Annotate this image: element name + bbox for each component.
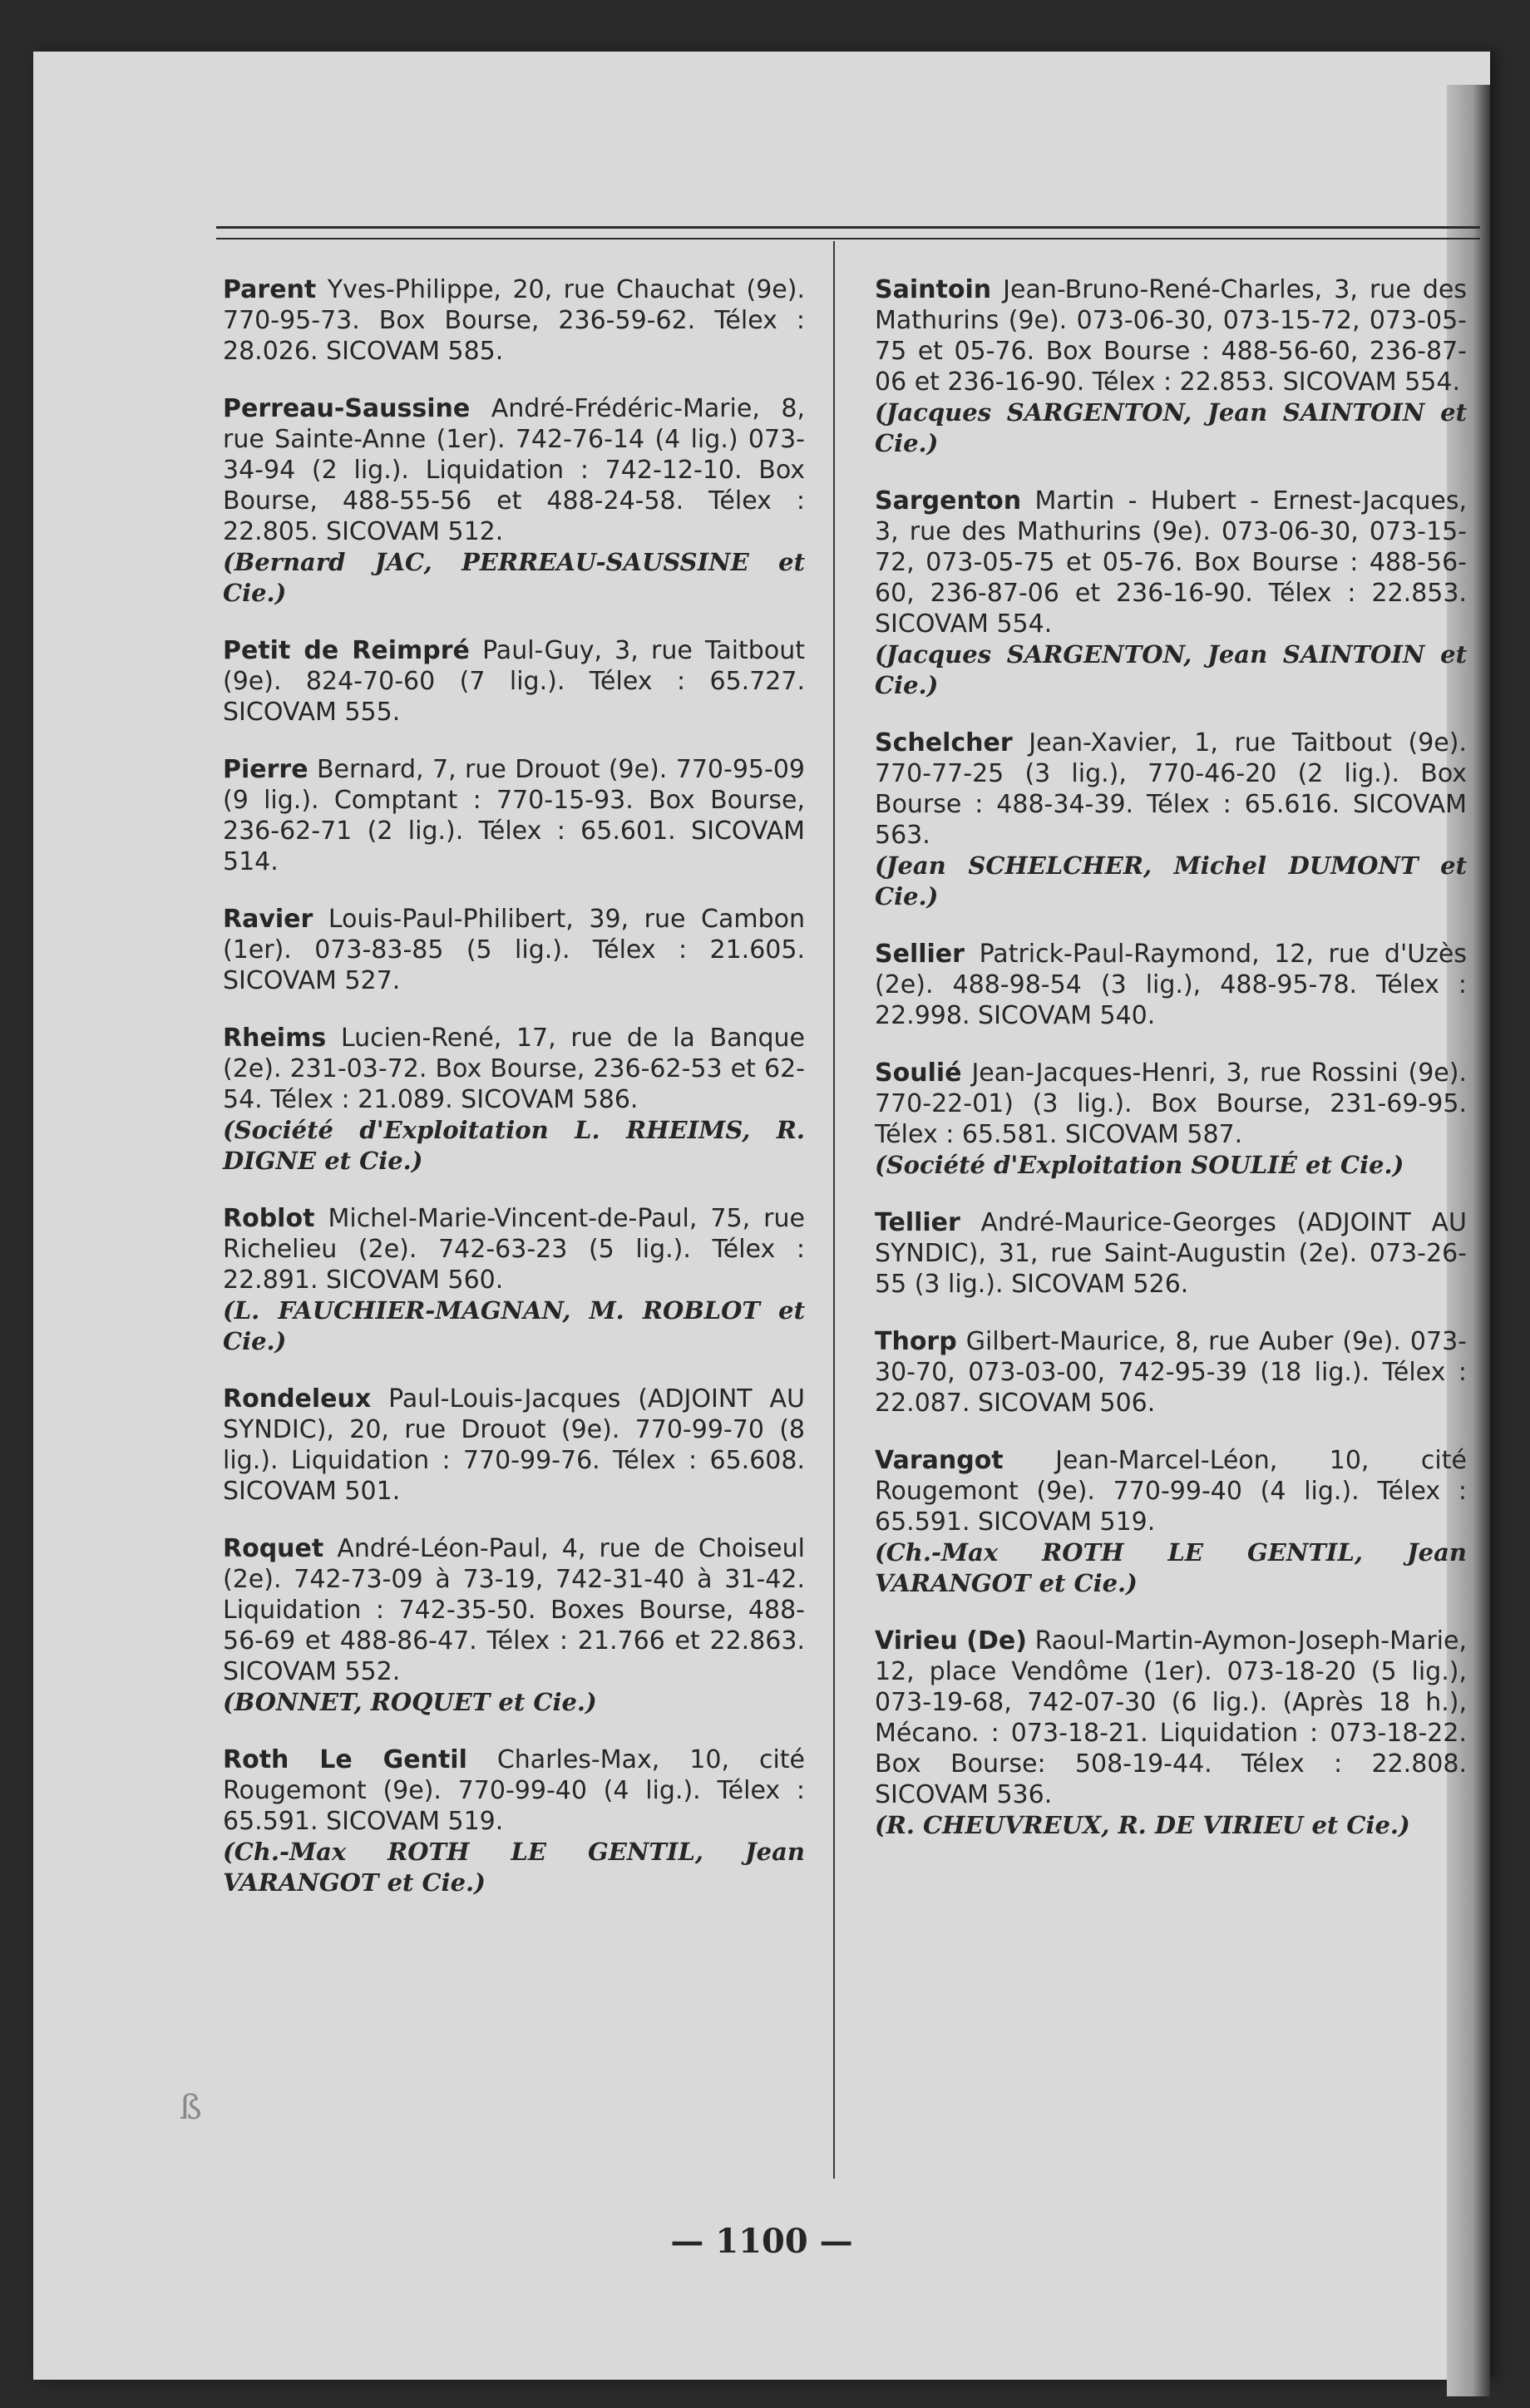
entry-name: Perreau-Saussine [223,394,471,423]
entry-name: Roquet [223,1534,324,1563]
entry-firm: (Jacques SARGENTON, Jean SAINTOIN et Cie.) [875,640,1467,699]
left-column [223,274,805,1925]
entry-name: Sellier [875,940,965,969]
entry-firm: (Jacques SARGENTON, Jean SAINTOIN et Cie.) [875,398,1467,457]
entry-firm: (BONNET, ROQUET et Cie.) [223,1688,597,1716]
entry-details: Paul-Guy, 3, rue Taitbout (9e). 824-70-60 (7 lig.). Télex : 65.727. SICOVAM 555. [223,636,805,727]
entry-firm: (L. FAUCHIER-MAGNAN, M. ROBLOT et Cie.) [223,1296,805,1355]
directory-entry [875,1207,1467,1300]
entry-name: Saintoin [875,275,992,304]
entry-firm: (Société d'Exploitation SOULIÉ et Cie.) [875,1151,1404,1179]
entry-firm: (Jean SCHELCHER, Michel DUMONT et Cie.) [875,851,1467,910]
entry-details: André-Maurice-Georges (ADJOINT AU SYNDIC), 31, rue Saint-Augustin (2e). 073-26-55 (3 lig.). SICOVAM 526. [875,1208,1467,1299]
directory-entry [875,1626,1467,1841]
entry-name: Sargenton [875,486,1022,516]
directory-entry [875,1326,1467,1419]
entry-firm: (R. CHEUVREUX, R. DE VIRIEU et Cie.) [875,1811,1410,1839]
directory-entry [223,635,805,728]
entry-name: Virieu (De) [875,1626,1027,1656]
entry-name: Ravier [223,905,313,934]
entry-name: Rheims [223,1024,327,1053]
entry-details: Jean-Marcel-Léon, 10, cité Rougemont (9e). 770-99-40 (4 lig.). Télex : 65.591. SICOVAM 519. [875,1446,1467,1537]
directory-entry [223,1203,805,1357]
entry-details: Paul-Louis-Jacques (ADJOINT AU SYNDIC), 20, rue Drouot (9e). 770-99-70 (8 lig.). Liquidation : 770-99-76. Télex : 65.608. SICOVAM 501. [223,1384,805,1506]
directory-entry [875,1445,1467,1599]
entry-name: Pierre [223,755,308,784]
directory-entry [875,728,1467,912]
entry-name: Roblot [223,1204,315,1233]
entry-details: Martin - Hubert - Ernest-Jacques, 3, rue des Mathurins (9e). 073-06-30, 073-15-72, 073-05-75 et 05-76. Box Bourse : 488-56-60, 236-87-06 et 236-16-90. Télex : 22.853. SICOVAM 554. [875,486,1467,639]
directory-entry [223,274,805,367]
right-column [875,274,1467,1868]
directory-entry [875,486,1467,701]
entry-details: Louis-Paul-Philibert, 39, rue Cambon (1er). 073-83-85 (5 lig.). Télex : 21.605. SICOVAM 527. [223,905,805,995]
entry-name: Petit de Reimpré [223,636,470,665]
entry-firm: (Ch.-Max ROTH LE GENTIL, Jean VARANGOT et Cie.) [223,1838,805,1897]
entry-name: Thorp [875,1327,957,1356]
directory-entry [223,754,805,877]
entry-name: Roth Le Gentil [223,1745,467,1774]
entry-details: Jean-Jacques-Henri, 3, rue Rossini (9e). 770-22-01) (3 lig.). Box Bourse, 231-69-95. Télex : 65.581. SICOVAM 587. [875,1058,1467,1149]
page-number: — 1100 — [670,2222,853,2261]
directory-entry [223,904,805,996]
entry-details: Bernard, 7, rue Drouot (9e). 770-95-09 (9 lig.). Comptant : 770-15-93. Box Bourse, 236-62-71 (2 lig.). Télex : 65.601. SICOVAM 514. [223,755,805,876]
margin-pencil-mark: ß [180,2089,202,2127]
entry-details: Lucien-René, 17, rue de la Banque (2e). 231-03-72. Box Bourse, 236-62-53 et 62-54. Télex : 21.089. SICOVAM 586. [223,1024,805,1114]
entry-firm: (Société d'Exploitation L. RHEIMS, R. DIGNE et Cie.) [223,1116,805,1175]
entry-name: Parent [223,275,317,304]
directory-entry [875,274,1467,459]
entry-name: Schelcher [875,728,1013,757]
directory-entry [875,939,1467,1031]
directory-entry [223,1744,805,1898]
entry-details: Patrick-Paul-Raymond, 12, rue d'Uzès (2e). 488-98-54 (3 lig.), 488-95-78. Télex : 22.998. SICOVAM 540. [875,940,1467,1030]
entry-details: Gilbert-Maurice, 8, rue Auber (9e). 073-30-70, 073-03-00, 742-95-39 (18 lig.). Télex : 22.087. SICOVAM 506. [875,1327,1467,1418]
entry-name: Varangot [875,1446,1004,1475]
directory-entry [875,1058,1467,1181]
directory-page [33,52,1490,2380]
directory-entry [223,1023,805,1177]
entry-name: Soulié [875,1058,962,1088]
entry-details: Jean-Xavier, 1, rue Taitbout (9e). 770-77-25 (3 lig.), 770-46-20 (2 lig.). Box Bourse : 488-34-39. Télex : 65.616. SICOVAM 563. [875,728,1467,850]
header-rule [216,226,1480,229]
directory-entry [223,1384,805,1507]
header-rule-secondary [216,238,1480,239]
entry-details: Raoul-Martin-Aymon-Joseph-Marie, 12, place Vendôme (1er). 073-18-20 (5 lig.), 073-19-68, 742-07-30 (6 lig.). (Après 18 h.), Mécano. : 073-18-21. Liquidation : 073-18-22. Box Bourse: 508-19-44. Télex : 22.808. SICOVAM 536. [875,1626,1467,1809]
entry-firm: (Ch.-Max ROTH LE GENTIL, Jean VARANGOT et Cie.) [875,1538,1467,1597]
entry-details: Charles-Max, 10, cité Rougemont (9e). 770-99-40 (4 lig.). Télex : 65.591. SICOVAM 519. [223,1745,805,1836]
directory-entry [223,1533,805,1718]
entry-details: Jean-Bruno-René-Charles, 3, rue des Mathurins (9e). 073-06-30, 073-15-72, 073-05-75 et 05-76. Box Bourse : 488-56-60, 236-87-06 et 236-16-90. Télex : 22.853. SICOVAM 554. [875,275,1467,397]
column-divider [833,241,835,2179]
entry-details: André-Léon-Paul, 4, rue de Choiseul (2e). 742-73-09 à 73-19, 742-31-40 à 31-42. Liquidation : 742-35-50. Boxes Bourse, 488-56-69 et 488-86-47. Télex : 21.766 et 22.863. SICOVAM 552. [223,1534,805,1686]
entry-firm: (Bernard JAC, PERREAU-SAUSSINE et Cie.) [223,548,805,607]
entry-name: Rondeleux [223,1384,372,1414]
entry-details: André-Frédéric-Marie, 8, rue Sainte-Anne (1er). 742-76-14 (4 lig.) 073-34-94 (2 lig.). Liquidation : 742-12-10. Box Bourse, 488-55-56 et 488-24-58. Télex : 22.805. SICOVAM 512. [223,394,805,546]
entry-details: Yves-Philippe, 20, rue Chauchat (9e). 770-95-73. Box Bourse, 236-59-62. Télex : 28.026. SICOVAM 585. [223,275,805,366]
directory-entry [223,393,805,609]
entry-name: Tellier [875,1208,960,1237]
entry-details: Michel-Marie-Vincent-de-Paul, 75, rue Richelieu (2e). 742-63-23 (5 lig.). Télex : 22.891. SICOVAM 560. [223,1204,805,1295]
